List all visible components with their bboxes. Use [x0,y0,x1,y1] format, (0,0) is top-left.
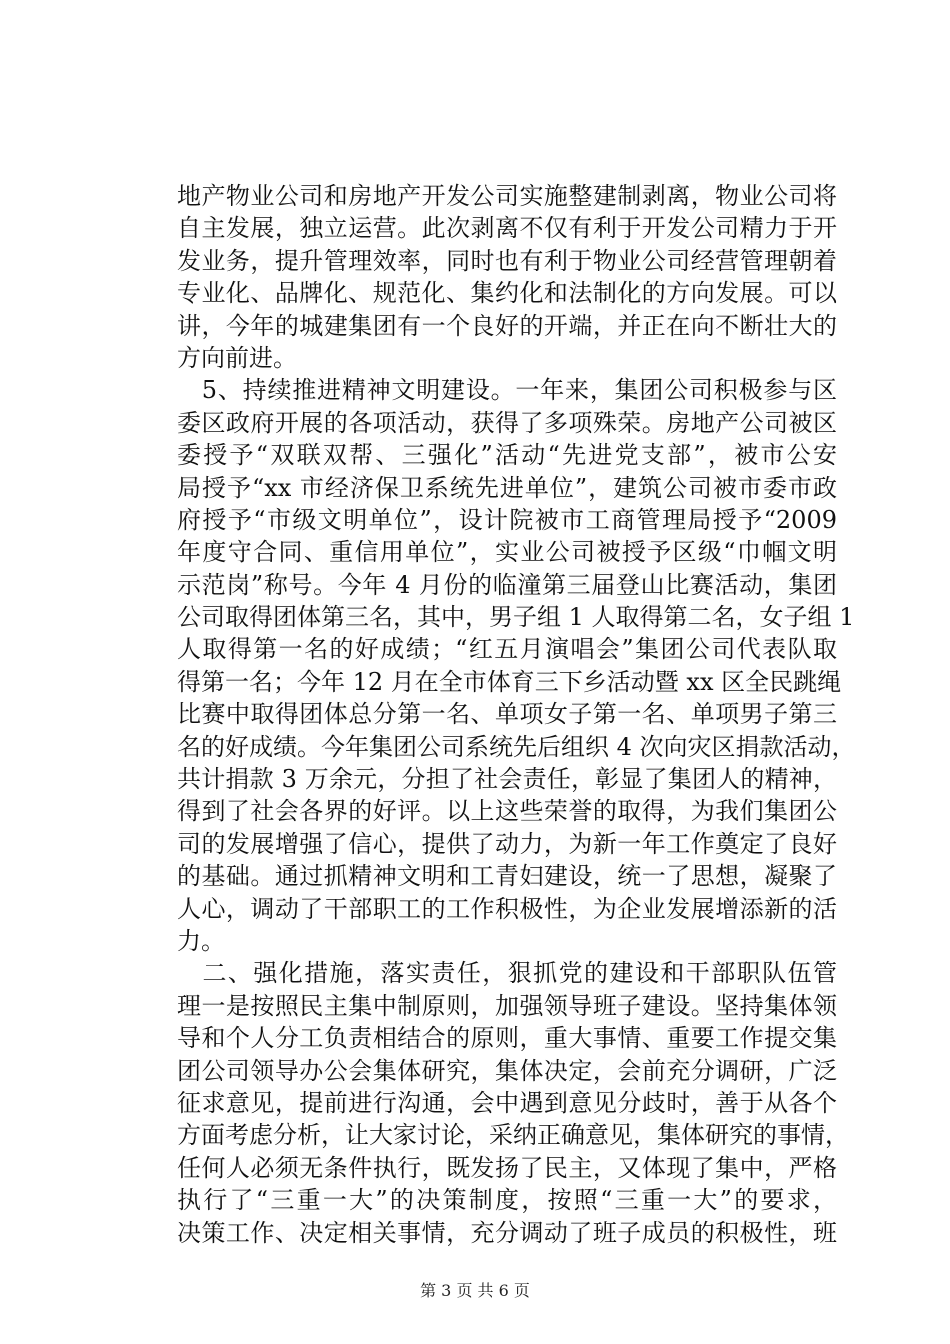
text-line: 专业化、品牌化、规范化、集约化和法制化的方向发展。可以 [177,279,837,308]
text-line: 示范岗”称号。今年 4 月份的临潼第三届登山比赛活动，集团 [177,570,837,599]
text-line: 司的发展增强了信心，提供了动力，为新一年工作奠定了良好 [177,829,837,858]
text-line: 共计捐款 3 万余元，分担了社会责任，彰显了集团人的精神， [177,765,837,794]
body-text [177,180,856,1249]
text-line: 比赛中取得团体总分第一名、单项女子第一名、单项男子第三 [177,700,837,729]
text-line: 征求意见，提前进行沟通，会中遇到意见分歧时，善于从各个 [177,1088,837,1117]
text-line: 公司取得团体第三名，其中，男子组 1 人取得第二名，女子组 1 [177,603,855,632]
text-line: 讲，今年的城建集团有一个良好的开端，并正在向不断壮大的 [177,311,837,340]
text-line: 方向前进。 [177,343,297,372]
text-line: 委授予“双联双帮、三强化”活动“先进党支部”，被市公安 [177,441,837,470]
text-line: 得到了社会各界的好评。以上这些荣誉的取得，为我们集团公 [177,797,837,826]
text-line: 决策工作、决定相关事情，充分调动了班子成员的积极性，班 [177,1218,837,1247]
text-line: 地产物业公司和房地产开发公司实施整建制剥离，物业公司将 [177,182,837,210]
text-line: 方面考虑分析，让大家讨论，采纳正确意见，集体研究的事情， [177,1121,849,1150]
page-footer: 第 3 页 共 6 页 [420,1281,530,1300]
text-line: 得第一名；今年 12 月在全市体育三下乡活动暨 xx 区全民跳绳 [177,667,842,696]
text-line: 导和个人分工负责相结合的原则，重大事情、重要工作提交集 [177,1024,837,1053]
text-line: 府授予“市级文明单位”，设计院被市工商管理局授予“2009 [177,505,837,534]
text-line: 委区政府开展的各项活动，获得了多项殊荣。房地产公司被区 [177,408,837,437]
text-line: 5、持续推进精神文明建设。一年来，集团公司积极参与区 [177,376,837,405]
text-line: 二、强化措施，落实责任，狠抓党的建设和干部职队伍管 [177,959,837,988]
text-line: 自主发展，独立运营。此次剥离不仅有利于开发公司精力于开 [177,214,837,243]
text-line: 人取得第一名的好成绩；“红五月演唱会”集团公司代表队取 [177,635,837,664]
text-line: 任何人必须无条件执行，既发扬了民主，又体现了集中，严格 [177,1153,837,1182]
text-line: 理一是按照民主集中制原则，加强领导班子建设。坚持集体领 [177,991,837,1020]
text-line: 执行了“三重一大”的决策制度，按照“三重一大”的要求， [177,1186,837,1215]
text-line: 的基础。通过抓精神文明和工青妇建设，统一了思想，凝聚了 [177,862,837,891]
text-line: 力。 [177,926,225,955]
text-line: 名的好成绩。今年集团公司系统先后组织 4 次向灾区捐款活动， [177,732,856,761]
text-line: 发业务，提升管理效率，同时也有利于物业公司经营管理朝着 [177,246,837,275]
text-line: 局授予“xx 市经济保卫系统先进单位”，建筑公司被市委市政 [177,473,837,502]
text-line: 年度守合同、重信用单位”，实业公司被授予区级“巾帼文明 [177,538,837,567]
text-line: 团公司领导办公会集体研究，集体决定，会前充分调研，广泛 [177,1056,837,1085]
text-line: 人心，调动了干部职工的工作积极性，为企业发展增添新的活 [177,894,837,923]
